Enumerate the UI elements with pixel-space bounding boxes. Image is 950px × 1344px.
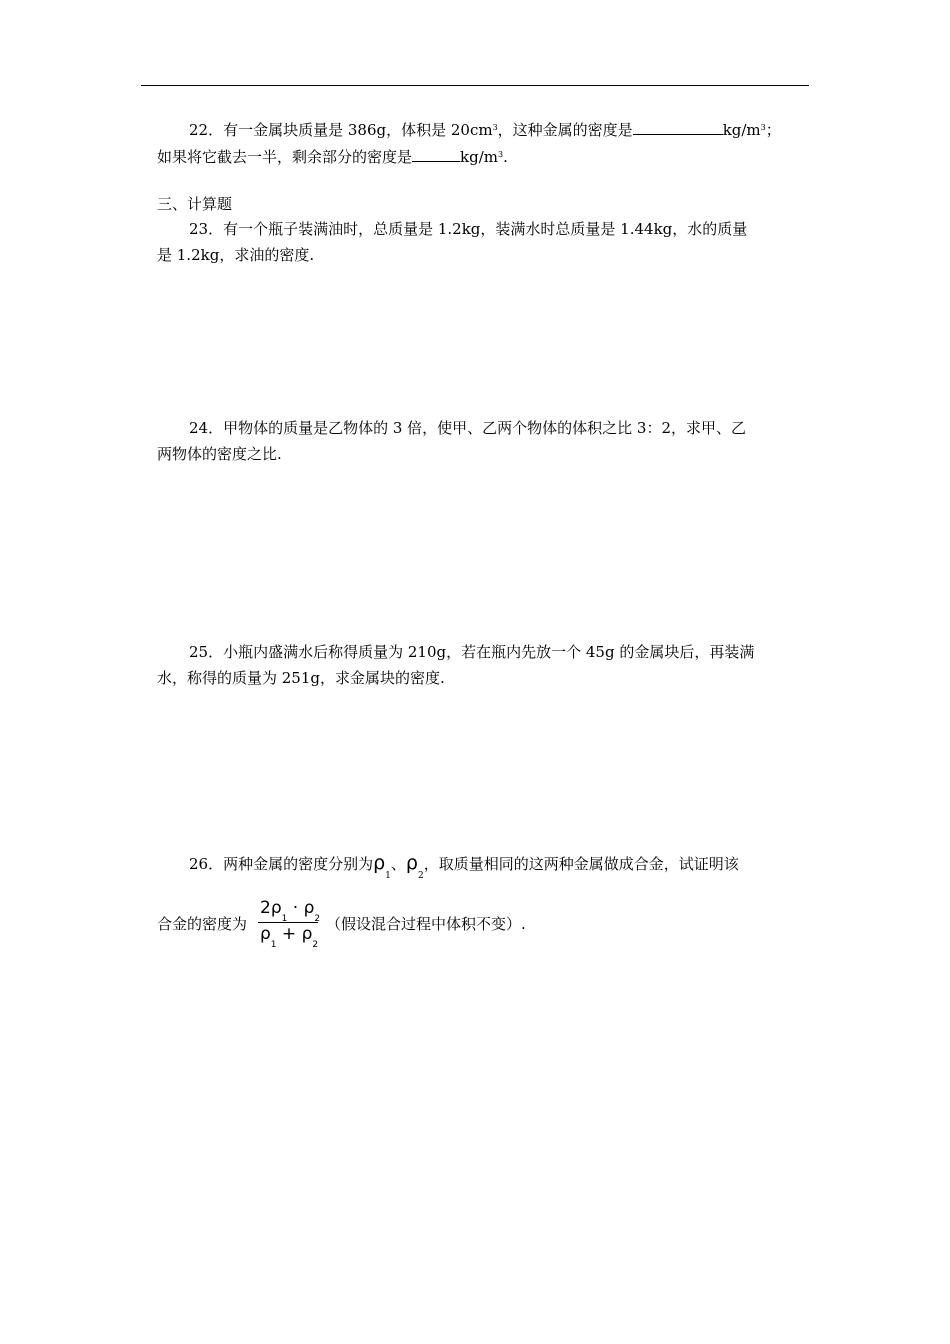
superscript: 3 — [492, 123, 498, 132]
plus-operator: + — [276, 924, 302, 944]
rho-symbol: ρ — [405, 852, 418, 874]
unit-label: kg/m — [722, 121, 761, 139]
question-26-line-2-prefix: 合金的密度为 — [157, 915, 248, 933]
question-24-line-2: 两物体的密度之比. — [157, 445, 282, 463]
superscript: 3 — [760, 123, 766, 132]
rho-symbol: ρ — [260, 924, 271, 944]
question-22-text-c: 如果将它截去一半，剩余部分的密度是 — [157, 148, 413, 166]
punctuation: . — [503, 148, 508, 166]
formula-numerator — [260, 898, 320, 924]
subscript: 2 — [314, 914, 321, 924]
header-rule — [141, 85, 809, 86]
unit-label: kg/m — [460, 148, 498, 166]
question-22-text-a: 22．有一金属块质量是 386g，体积是 20cm — [189, 121, 493, 139]
coefficient: 2 — [260, 898, 271, 918]
question-26-text-b: ，取质量相同的这两种金属做成合金，试证明该 — [423, 855, 739, 873]
rho-symbol: ρ — [303, 898, 315, 918]
rho-symbol: ρ — [270, 898, 282, 918]
question-26-line-1 — [189, 853, 739, 886]
punctuation: ； — [765, 121, 781, 139]
formula-denominator — [260, 924, 318, 950]
question-23-line-1: 23．有一个瓶子装满油时，总质量是 1.2kg，装满水时总质量是 1.44kg，水的质量 — [189, 220, 748, 238]
question-22-line-1 — [189, 118, 781, 140]
subscript: 1 — [385, 871, 391, 881]
dot-operator: · — [287, 898, 304, 918]
rho-symbol: ρ — [373, 852, 386, 874]
subscript: 2 — [312, 940, 319, 950]
question-24-line-1: 24．甲物体的质量是乙物体的 3 倍，使甲、乙两个物体的体积之比 3：2，求甲、乙 — [189, 419, 747, 437]
question-22-line-2 — [157, 145, 508, 167]
answer-blank-2[interactable] — [412, 147, 460, 162]
question-25-line-2: 水，称得的质量为 251g，求金属块的密度. — [157, 669, 445, 687]
subscript: 1 — [281, 914, 288, 924]
question-22-text-b: ，这种金属的密度是 — [497, 121, 633, 139]
question-25-line-1: 25．小瓶内盛满水后称得质量为 210g，若在瓶内先放一个 45g 的金属块后，再装满 — [189, 643, 755, 661]
subscript: 1 — [270, 940, 277, 950]
superscript: 3 — [497, 150, 504, 159]
question-26-text-a: 26．两种金属的密度分别为 — [189, 855, 374, 873]
rho-symbol: ρ — [301, 924, 313, 944]
question-26-line-2-suffix: （假设混合过程中体积不变）. — [326, 915, 526, 933]
question-23-line-2: 是 1.2kg，求油的密度. — [157, 246, 315, 264]
density-formula — [258, 898, 320, 954]
subscript: 2 — [417, 871, 424, 881]
fraction-bar — [258, 922, 318, 923]
answer-blank-1[interactable] — [633, 120, 723, 135]
section-title: 三、计算题 — [157, 195, 233, 213]
separator: 、 — [390, 855, 406, 873]
